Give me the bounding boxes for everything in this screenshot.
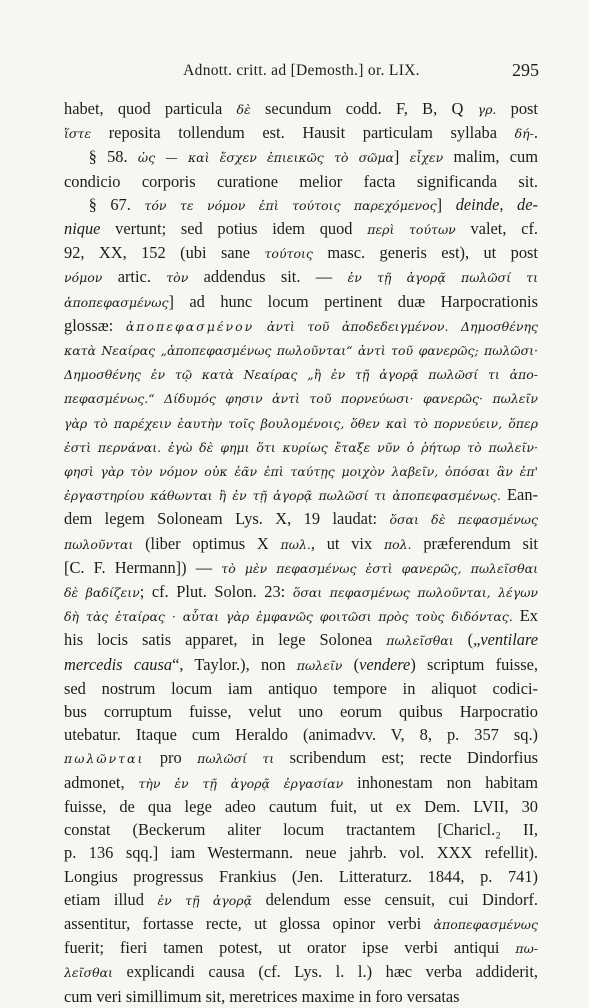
text-line	[64, 580, 538, 604]
latin-text: utebatur. Itaque cum Heraldo (animadvv. V, 8, p. 357 sq.)	[64, 725, 538, 745]
text-line	[64, 604, 538, 628]
latin-text: etiam illud	[64, 889, 158, 909]
text-line	[64, 241, 538, 265]
greek-text: τὸν	[166, 270, 189, 286]
latin-text: (liber optimus X	[133, 533, 281, 553]
text-line	[64, 841, 538, 864]
latin-text	[254, 316, 267, 335]
italic-text: deinde, de-	[455, 194, 538, 214]
text-line	[64, 532, 538, 556]
greek-text: τὴν ἐν τῇ ἀγορᾷ ἐργασίαν	[138, 775, 344, 791]
text-line	[64, 700, 538, 723]
greek-text: φησὶ γὰρ τὸν νόμον οὐκ ἐᾶν ἐπὶ ταύτῃς μοιχὸν λαβεῖν, ὁπόσαι ἂν ἐπ'	[64, 464, 538, 480]
greek-text: τὸ μὲν πεφασμένως ἐστὶ φανερῶς, πωλεῖσθαι	[221, 560, 538, 576]
greek-text: ὅσαι πεφασμένως πωλοῦνται, λέγων	[292, 585, 538, 601]
greek-text: δή-	[514, 126, 534, 142]
text-line	[64, 746, 538, 770]
latin-text: secundum codd. F, B, Q	[250, 99, 478, 118]
greek-text: δὴ τὰς ἑταίρας · αὗται γὰρ ἐμφανῶς φοιτῶσι πρὸς τοὺς διδόντας.	[64, 609, 513, 625]
latin-text: condicio corporis curatione melior facta significanda sit.	[64, 171, 538, 191]
text-line	[64, 193, 538, 217]
latin-text: ) scriptum fuisse,	[410, 654, 538, 674]
greek-text: κατὰ Νεαίρας „ἀποπεφασμένως πωλοῦνται“ ἀντὶ τοῦ φανερῶς; πωλῶσι·	[64, 343, 538, 359]
latin-text: (	[342, 654, 360, 674]
latin-text: ]	[436, 194, 456, 214]
latin-text: reposita tollendum est. Hausit particulam syllaba	[91, 123, 515, 143]
greek-text: ἐργαστηρίου κάθωνται ἢ ἐν τῇ ἀγορᾷ πωλῶσί τι ἀποπεφασμένως.	[64, 488, 501, 504]
greek-text: νόμον	[64, 270, 103, 286]
text-line	[64, 723, 538, 746]
greek-text: ὡς — καὶ ἔσχεν ἐπιεικῶς τὸ σῶμα	[137, 150, 394, 166]
latin-text: præferendum sit	[411, 533, 538, 553]
commentary-text	[64, 97, 538, 1008]
latin-text: scribendum est; recte Dindorfius	[274, 748, 538, 768]
latin-text: his locis satis apparet, in lege Solonea	[64, 630, 387, 650]
text-line	[64, 960, 538, 984]
latin-text: explicandi causa (cf. Lys. l. l.) hæc verba addiderit,	[112, 962, 538, 982]
greek-text: εἶχεν	[409, 150, 444, 166]
greek-text: ἵστε	[64, 126, 92, 142]
latin-text: cum veri simillimum sit, meretrices maxime in foro versatas	[64, 986, 460, 1006]
text-line	[64, 435, 538, 459]
text-line	[64, 507, 538, 531]
greek-text: γρ.	[477, 102, 497, 117]
text-line	[64, 653, 538, 677]
running-header	[64, 62, 539, 84]
greek-text: πωλῶνται	[64, 751, 145, 767]
latin-text: valet, cf.	[455, 219, 538, 239]
latin-text: delendum esse censuit, cui Dindorf.	[252, 889, 538, 909]
greek-text: Δημοσθένης ἐν τῷ κατὰ Νεαίρας „ἢ ἐν τῇ ἀγορᾷ πωλῶσί τι ἀπο-	[64, 367, 538, 383]
latin-text: addendus sit. —	[188, 267, 348, 287]
latin-text: dem legem Soloneam Lys. X, 19 laudat:	[64, 509, 390, 529]
text-line	[64, 314, 538, 338]
text-line	[64, 386, 538, 410]
greek-text: πολ.	[383, 536, 412, 552]
greek-text: τόν τε νόμον ἐπὶ τούτοις παρεχόμενος	[144, 197, 437, 213]
greek-text: ὅσαι δὲ πεφασμένως	[389, 512, 538, 528]
latin-text: admonet,	[64, 772, 139, 792]
greek-text: δὲ	[236, 102, 251, 117]
greek-text: πωλοῦνται	[64, 536, 134, 552]
latin-text: fuisse, de qua lege adeo cautum fuit, ut ex Dem. LVII, 30	[64, 796, 538, 816]
greek-text: ἀποπεφασμένως	[64, 294, 169, 310]
latin-text: § 67.	[64, 194, 145, 214]
greek-text: πω-	[515, 941, 538, 957]
greek-text: πωλῶσί τι	[197, 751, 275, 767]
text-line	[64, 217, 538, 241]
latin-text: („	[453, 630, 481, 650]
text-line	[64, 145, 538, 169]
latin-text: Longius progressus Frankius (Jen. Litteraturz. 1844, p. 741)	[64, 866, 538, 886]
greek-text: γὰρ τὸ παρέχειν ἑαυτὴν τοῖς βουλομένοις, ὅθεν καὶ τὸ πορνεύειν, ὅπερ	[64, 415, 538, 431]
greek-text: ἐστὶ περνάναι. ἐγὼ δὲ φημι ὅτι κυρίως ἔταξε νῦν ὁ ῥήτωρ τὸ πωλεῖν·	[64, 439, 538, 455]
text-line	[64, 818, 538, 841]
italic-text: nique	[64, 219, 101, 239]
latin-text: , ut vix	[310, 533, 384, 553]
latin-text: post	[496, 99, 538, 118]
italic-text: ventilare	[480, 630, 538, 650]
latin-text: masc. generis est), ut post	[312, 243, 538, 263]
latin-text: constat (Beckerum aliter locum tractantem [Charicl.₂ II,	[64, 820, 538, 840]
latin-text: inhonestam non habitam	[343, 772, 538, 792]
latin-text: assentitur, fortasse recte, ut glossa opinor verbi	[64, 913, 434, 933]
latin-text: habet, quod particula	[64, 99, 237, 118]
greek-text: λεῖσθαι	[64, 965, 113, 981]
latin-text: bus corruptum fuisse, velut uno eorum quibus Harpocratio	[64, 702, 538, 722]
text-line	[64, 795, 538, 818]
greek-text: πεφασμένως.“ Δίδυμός φησιν ἀντὶ τοῦ πορνεύωσι· φανερῶς· πωλεῖν	[64, 391, 538, 407]
latin-text: ]	[393, 147, 410, 167]
text-line	[64, 483, 538, 507]
greek-text: πωλεῖν	[296, 657, 343, 673]
running-title: Adnott. critt. ad [Demosth.] or. LIX.	[183, 62, 420, 79]
greek-text: ἐν τῇ ἀγορᾷ	[157, 892, 253, 908]
latin-text: Ean-	[500, 485, 538, 505]
greek-text: ἐν τῇ ἀγορᾷ πωλῶσί τι	[347, 270, 538, 286]
text-line	[64, 121, 538, 145]
text-line	[64, 362, 538, 386]
text-line	[64, 628, 538, 652]
text-line	[64, 771, 538, 795]
latin-text: 92, XX, 152 (ubi sane	[64, 243, 265, 263]
latin-text: Ex	[512, 606, 538, 626]
text-line	[64, 97, 538, 121]
italic-text: vendere	[359, 654, 411, 674]
greek-text: πωλεῖσθαι	[386, 633, 454, 649]
greek-text: δὲ βαδίζειν	[64, 585, 140, 601]
latin-text: p. 136 sqq.] iam Westermann. neue jahrb. vol. XXX refellit).	[64, 843, 538, 863]
text-line	[64, 290, 538, 314]
text-line	[64, 556, 538, 580]
latin-text: “, Taylor.), non	[172, 654, 297, 674]
text-line	[64, 888, 538, 912]
greek-text: ἀποπεφασμένον	[125, 318, 255, 334]
latin-text: artic.	[102, 267, 167, 287]
text-line	[64, 936, 538, 960]
latin-text: § 58.	[64, 147, 138, 167]
latin-text: [C. F. Hermann]) —	[64, 557, 222, 577]
latin-text: glossæ:	[64, 315, 126, 335]
latin-text: vertunt; sed potius idem quod	[100, 219, 368, 239]
text-line	[64, 170, 538, 193]
greek-text: ἀποπεφασμένως	[433, 916, 538, 932]
latin-text: ] ad hunc locum pertinent duæ Harpocrationis	[168, 291, 538, 311]
italic-text: mercedis causa	[64, 654, 173, 674]
text-line	[64, 411, 538, 435]
text-line	[64, 338, 538, 362]
text-line	[64, 677, 538, 700]
text-line	[64, 985, 538, 1008]
latin-text: malim, cum	[443, 147, 538, 167]
greek-text: τούτοις	[264, 246, 313, 262]
greek-text: πωλ.	[280, 536, 311, 552]
page-number: 295	[512, 60, 539, 80]
greek-text: ἀντὶ τοῦ ἀποδεδειγμένον. Δημοσθένης	[266, 318, 538, 334]
latin-text: sed nostrum locum iam antiquo tempore in aliquot codici-	[64, 678, 538, 698]
latin-text: .	[533, 123, 538, 143]
latin-text: pro	[144, 748, 198, 768]
greek-text: περὶ τούτων	[367, 222, 456, 238]
text-line	[64, 459, 538, 483]
text-line	[64, 265, 538, 289]
text-line	[64, 865, 538, 888]
text-line	[64, 912, 538, 936]
latin-text: ; cf. Plut. Solon. 23:	[139, 582, 293, 602]
latin-text: fuerit; fieri tamen potest, ut orator ipse verbi antiqui	[64, 938, 516, 958]
